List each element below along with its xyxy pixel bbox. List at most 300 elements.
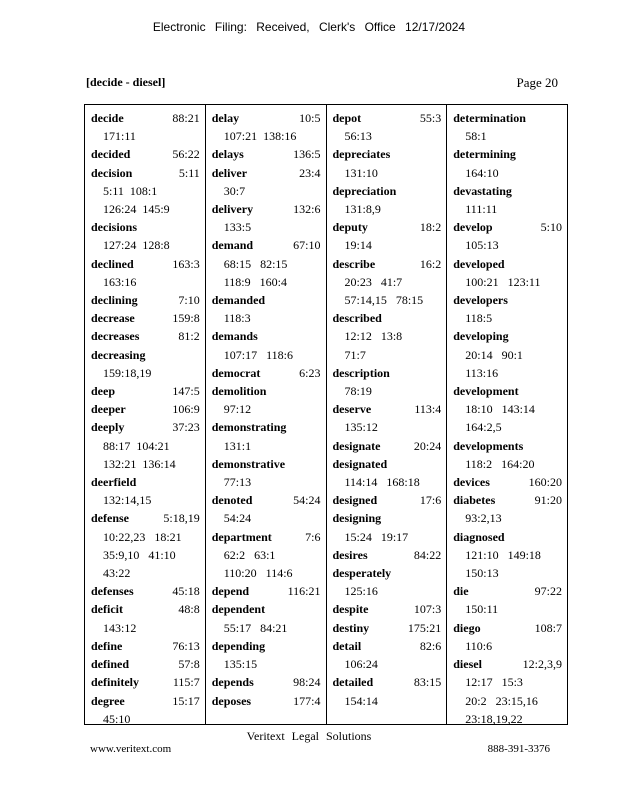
index-term: demand <box>211 238 254 253</box>
index-entry-head <box>333 637 442 655</box>
index-citation-line: 19:14 <box>344 238 372 253</box>
index-term: deputy <box>332 220 368 235</box>
index-term: designate <box>332 438 381 453</box>
index-term: develop <box>453 220 493 235</box>
index-entry-head <box>333 673 442 691</box>
index-term: development <box>453 384 519 399</box>
index-citation-line: 54:24 <box>223 511 252 526</box>
index-entry <box>333 546 442 564</box>
index-citation-line: 62:2 63:1 <box>223 547 276 562</box>
index-citation-line: 131:8,9 <box>344 202 381 217</box>
index-term: deposes <box>211 693 252 708</box>
index-term: devices <box>453 475 490 490</box>
index-entry-head <box>91 473 200 491</box>
index-term: designated <box>332 456 388 471</box>
index-entry-head <box>212 582 321 600</box>
index-term: declining <box>91 293 138 308</box>
index-entry-head <box>91 346 200 364</box>
index-citation-line: 110:20 114:6 <box>223 566 293 581</box>
index-citation: 54:24 <box>293 493 321 508</box>
index-citation-line: 135:15 <box>223 657 258 672</box>
index-entry <box>212 236 321 291</box>
index-citation-line: 118:9 160:4 <box>223 274 287 289</box>
index-entry <box>333 509 442 545</box>
index-term: destiny <box>332 620 370 635</box>
index-citation-line: 35:9,10 41:10 <box>103 547 176 562</box>
index-entry <box>333 600 442 618</box>
index-entry <box>333 491 442 509</box>
index-entry-head <box>453 655 562 673</box>
index-entry <box>91 400 200 418</box>
index-entry <box>212 109 321 145</box>
index-citation: 5:10 <box>540 220 562 235</box>
index-citation: 57:8 <box>178 657 200 672</box>
index-entry-head <box>91 145 200 163</box>
index-entry-head <box>91 382 200 400</box>
index-entry <box>91 255 200 291</box>
index-entry <box>91 600 200 636</box>
index-citation: 10:5 <box>299 111 321 125</box>
index-citation-line: 143:12 <box>103 620 137 635</box>
index-term: deficit <box>91 602 123 617</box>
index-citation-line: 135:12 <box>344 420 378 435</box>
index-entry-head <box>453 437 562 455</box>
index-entry-head <box>91 327 200 345</box>
index-entry-head <box>453 145 562 163</box>
index-entry <box>91 309 200 327</box>
index-entry-head <box>333 509 442 527</box>
index-citation-line: 58:1 <box>465 129 487 144</box>
index-term: description <box>332 365 390 380</box>
index-citation: 113:4 <box>414 402 442 417</box>
index-citation-line: 56:13 <box>344 129 372 144</box>
index-citation: 20:24 <box>413 438 442 453</box>
index-entry <box>453 327 562 382</box>
index-citation: 82:6 <box>419 638 442 653</box>
index-entry <box>333 182 442 218</box>
index-entry-head <box>333 400 442 418</box>
index-term: delays <box>211 147 244 162</box>
index-entry-head <box>212 236 321 254</box>
index-entry <box>91 164 200 219</box>
index-term: deliver <box>211 165 248 180</box>
index-term: desires <box>332 547 368 562</box>
index-citation-line: 114:14 168:18 <box>344 475 420 490</box>
index-term: defined <box>91 657 130 672</box>
index-citation: 97:22 <box>534 584 562 599</box>
index-entry <box>333 400 442 436</box>
index-citation-line: 125:16 <box>344 584 378 599</box>
footer-website: www.veritext.com <box>90 743 172 755</box>
index-term: denoted <box>211 493 253 508</box>
index-entry <box>91 145 200 163</box>
filing-stamp: Electronic Filing: Received, Clerk's Office 12/17/2024 <box>152 20 466 34</box>
index-citation-line: 154:14 <box>344 693 378 708</box>
index-entry-head <box>453 528 562 546</box>
index-term: decreasing <box>91 347 146 362</box>
index-entry <box>333 437 442 455</box>
index-citation-line: 55:17 84:21 <box>223 620 288 635</box>
index-entry <box>212 364 321 382</box>
index-citation: 56:22 <box>172 147 200 162</box>
index-term: demands <box>211 329 258 344</box>
index-entry-head <box>212 145 321 163</box>
index-entry-head <box>453 382 562 400</box>
footer-phone: 888-391-3376 <box>487 743 550 755</box>
index-entry <box>453 473 562 491</box>
index-entry-head <box>333 218 442 236</box>
index-citation-line: 105:13 <box>465 238 499 253</box>
index-citation-line: 110:6 <box>465 638 493 653</box>
index-citation-line: 71:7 <box>344 347 366 362</box>
index-entry <box>91 582 200 600</box>
index-term: determination <box>453 111 526 125</box>
word-index-table <box>84 104 568 725</box>
index-entry-head <box>91 582 200 600</box>
index-citation-line: 163:16 <box>103 274 137 289</box>
index-entry-head <box>333 491 442 509</box>
index-column-1 <box>85 105 206 724</box>
index-citation: 15:17 <box>172 693 200 708</box>
index-entry <box>333 255 442 310</box>
index-citation-line: 107:21 138:16 <box>223 129 297 144</box>
index-term: developers <box>453 293 508 308</box>
index-citation-line: 100:21 123:11 <box>465 274 541 289</box>
index-entry-head <box>453 619 562 637</box>
index-citation-line: 97:12 <box>223 402 252 417</box>
index-citation: 67:10 <box>293 238 321 253</box>
index-term: democrat <box>211 365 261 380</box>
index-citation-line: 131:10 <box>344 165 378 180</box>
index-citation-line: 57:14,15 78:15 <box>344 293 424 308</box>
index-entry-head <box>212 200 321 218</box>
index-citation: 108:7 <box>534 620 562 635</box>
index-term: definitely <box>91 675 139 690</box>
index-entry-head <box>91 692 200 710</box>
index-entry-head <box>91 637 200 655</box>
index-citation: 136:5 <box>293 147 321 162</box>
index-citation-line: 171:11 <box>103 129 136 144</box>
index-entry <box>453 291 562 327</box>
index-term: demanded <box>211 293 266 308</box>
index-citation: 81:2 <box>178 329 200 344</box>
index-citation: 18:2 <box>419 220 442 235</box>
index-term: despite <box>332 602 369 617</box>
index-entry-head <box>333 600 442 618</box>
index-citation-line: 164:2,5 <box>465 420 502 435</box>
index-entry-head <box>212 418 321 436</box>
index-entry <box>333 309 442 364</box>
index-term: devastating <box>453 183 512 198</box>
index-term: delivery <box>211 202 254 217</box>
index-citation-line: 113:16 <box>465 365 499 380</box>
index-entry <box>212 291 321 327</box>
index-term: declined <box>91 256 134 271</box>
index-entry <box>212 382 321 418</box>
index-entry-head <box>91 291 200 309</box>
index-citation-line: 12:17 15:3 <box>465 675 523 690</box>
index-citation: 12:2,3,9 <box>522 657 562 672</box>
index-entry <box>333 364 442 400</box>
index-range: [decide - diesel] <box>86 75 166 89</box>
index-term: developments <box>453 438 524 453</box>
index-entry <box>91 327 200 345</box>
index-citation-line: 107:17 118:6 <box>223 347 293 362</box>
index-column-4 <box>447 105 567 724</box>
index-entry-head <box>91 218 200 236</box>
index-citation-line: 118:2 164:20 <box>465 456 535 471</box>
index-entry <box>91 291 200 309</box>
index-term: decreases <box>91 329 140 344</box>
index-citation-line: 5:11 108:1 <box>103 183 158 198</box>
index-entry <box>212 582 321 600</box>
page-number: Page 20 <box>516 75 558 90</box>
index-citation-line: 126:24 145:9 <box>103 202 170 217</box>
index-citation-line: 10:22,23 18:21 <box>103 529 182 544</box>
index-term: developing <box>453 329 509 344</box>
index-entry-head <box>333 109 442 127</box>
index-citation-line: 118:3 <box>223 311 251 326</box>
index-entry-head <box>91 400 200 418</box>
index-entry <box>212 327 321 363</box>
index-citation: 91:20 <box>534 493 562 508</box>
index-citation: 147:5 <box>172 384 200 399</box>
index-entry-head <box>333 255 442 273</box>
index-entry-head <box>212 164 321 182</box>
index-citation-line: 118:5 <box>465 311 493 326</box>
index-entry-head <box>333 364 442 382</box>
index-entry <box>453 382 562 437</box>
index-entry-head <box>91 673 200 691</box>
index-entry-head <box>212 364 321 382</box>
index-entry <box>453 528 562 583</box>
index-entry <box>453 437 562 473</box>
index-citation: 45:18 <box>172 584 200 599</box>
index-citation-line: 68:15 82:15 <box>223 256 288 271</box>
index-entry-head <box>91 655 200 673</box>
index-citation: 84:22 <box>413 547 442 562</box>
index-term: dependent <box>211 602 266 617</box>
index-entry-head <box>212 637 321 655</box>
index-citation: 163:3 <box>172 256 200 271</box>
index-entry <box>91 673 200 691</box>
index-entry-head <box>333 619 442 637</box>
index-entry-head <box>333 437 442 455</box>
index-citation-line: 131:1 <box>223 438 252 453</box>
index-entry <box>453 218 562 254</box>
index-citation: 83:15 <box>413 675 442 690</box>
index-entry <box>453 109 562 145</box>
index-entry <box>453 182 562 218</box>
index-citation-line: 132:21 136:14 <box>103 456 176 471</box>
index-entry-head <box>212 291 321 309</box>
index-citation-line: 127:24 128:8 <box>103 238 170 253</box>
index-citation-line: 159:18,19 <box>103 365 152 380</box>
index-term: diego <box>453 620 481 635</box>
index-entry <box>212 418 321 454</box>
index-citation-line: 106:24 <box>344 657 378 672</box>
index-term: depend <box>211 584 250 599</box>
index-citation-line: 20:2 23:15,16 <box>465 693 538 708</box>
index-entry-head <box>212 455 321 473</box>
index-citation: 7:6 <box>305 529 321 544</box>
index-entry-head <box>91 109 200 127</box>
index-term: determining <box>453 147 516 162</box>
index-entry <box>212 637 321 673</box>
index-citation: 132:6 <box>293 202 321 217</box>
index-term: decided <box>91 147 131 162</box>
index-citation: 107:3 <box>413 602 442 617</box>
index-entry-head <box>212 692 321 710</box>
index-term: deeper <box>91 402 126 417</box>
index-entry <box>91 473 200 509</box>
index-entry-head <box>453 582 562 600</box>
index-entry <box>212 528 321 583</box>
index-citation: 116:21 <box>287 584 321 599</box>
index-term: deep <box>91 384 115 399</box>
index-citation: 115:7 <box>172 675 200 690</box>
index-citation-line: 150:13 <box>465 566 499 581</box>
index-term: described <box>332 311 382 326</box>
index-entry <box>212 673 321 691</box>
index-term: diabetes <box>453 493 496 508</box>
index-citation: 175:21 <box>407 620 442 635</box>
index-entry <box>91 109 200 145</box>
index-term: decrease <box>91 311 135 326</box>
index-entry <box>91 692 200 728</box>
index-entry-head <box>91 164 200 182</box>
index-term: diagnosed <box>453 529 505 544</box>
index-entry <box>453 582 562 618</box>
index-entry-head <box>453 291 562 309</box>
index-citation: 5:18,19 <box>163 511 200 526</box>
index-entry <box>91 637 200 655</box>
index-entry <box>333 637 442 673</box>
index-term: detail <box>332 638 362 653</box>
index-entry-head <box>212 528 321 546</box>
index-entry-head <box>212 327 321 345</box>
index-citation: 106:9 <box>172 402 200 417</box>
index-citation: 37:23 <box>172 420 200 435</box>
index-citation: 23:4 <box>299 165 321 180</box>
index-term: die <box>453 584 469 599</box>
index-citation-line: 78:19 <box>344 384 372 399</box>
index-term: deerfield <box>91 475 137 490</box>
index-entry-head <box>91 418 200 436</box>
index-citation: 160:20 <box>528 475 562 490</box>
index-citation: 88:21 <box>172 111 200 125</box>
index-term: decisions <box>91 220 138 235</box>
index-entry-head <box>212 673 321 691</box>
index-entry-head <box>453 473 562 491</box>
index-entry <box>212 164 321 200</box>
index-term: depot <box>332 111 362 125</box>
index-entry-head <box>333 455 442 473</box>
index-term: diesel <box>453 657 482 672</box>
index-entry-head <box>453 182 562 200</box>
index-entry <box>453 491 562 527</box>
index-entry-head <box>91 255 200 273</box>
index-term: designed <box>332 493 378 508</box>
index-entry <box>212 692 321 710</box>
index-entry <box>453 255 562 291</box>
footer-company: Veritext Legal Solutions <box>246 729 372 743</box>
index-entry-head <box>453 491 562 509</box>
index-term: deeply <box>91 420 125 435</box>
index-entry-head <box>333 182 442 200</box>
index-term: degree <box>91 693 125 708</box>
index-term: desperately <box>332 566 392 581</box>
index-citation-line: 18:10 143:14 <box>465 402 535 417</box>
index-citation-line: 12:12 13:8 <box>344 329 403 344</box>
index-citation-line: 121:10 149:18 <box>465 547 541 562</box>
index-entry-head <box>91 509 200 527</box>
index-entry <box>212 491 321 527</box>
index-term: demolition <box>211 384 267 399</box>
index-entry-head <box>91 309 200 327</box>
index-term: depending <box>211 638 266 653</box>
index-entry-head <box>91 600 200 618</box>
index-citation-line: 93:2,13 <box>465 511 502 526</box>
index-entry-head <box>453 218 562 236</box>
index-term: delay <box>211 111 240 125</box>
index-citation: 76:13 <box>172 638 200 653</box>
index-term: department <box>211 529 272 544</box>
index-citation: 177:4 <box>293 693 321 708</box>
index-entry <box>91 218 200 254</box>
index-entry <box>212 455 321 491</box>
index-term: depends <box>211 675 254 690</box>
index-entry-head <box>333 309 442 327</box>
index-citation: 5:11 <box>178 165 200 180</box>
index-entry <box>453 655 562 728</box>
index-column-3 <box>327 105 448 724</box>
index-citation: 48:8 <box>178 602 200 617</box>
index-citation-line: 77:13 <box>223 475 252 490</box>
index-entry <box>453 145 562 181</box>
index-entry <box>453 619 562 655</box>
index-term: deserve <box>332 402 372 417</box>
index-entry-head <box>212 382 321 400</box>
index-citation: 17:6 <box>419 493 442 508</box>
index-entry-head <box>333 546 442 564</box>
index-entry-head <box>212 491 321 509</box>
index-entry <box>91 382 200 400</box>
index-entry-head <box>453 109 562 127</box>
index-column-2 <box>206 105 327 724</box>
index-entry-head <box>212 109 321 127</box>
index-entry <box>333 564 442 600</box>
index-citation-line: 20:14 90:1 <box>465 347 523 362</box>
index-entry-head <box>333 564 442 582</box>
index-entry-head <box>453 327 562 345</box>
index-entry <box>333 455 442 491</box>
index-entry <box>333 619 442 637</box>
index-entry <box>212 145 321 163</box>
index-entry <box>212 600 321 636</box>
index-entry <box>333 673 442 709</box>
index-citation: 6:23 <box>299 365 321 380</box>
index-term: developed <box>453 256 505 271</box>
index-entry-head <box>212 600 321 618</box>
index-citation-line: 164:10 <box>465 165 499 180</box>
index-term: defense <box>91 511 129 526</box>
index-citation: 7:10 <box>178 293 200 308</box>
index-entry <box>91 418 200 473</box>
index-citation-line: 20:23 41:7 <box>344 274 403 289</box>
index-citation: 16:2 <box>419 256 442 271</box>
index-entry <box>91 655 200 673</box>
